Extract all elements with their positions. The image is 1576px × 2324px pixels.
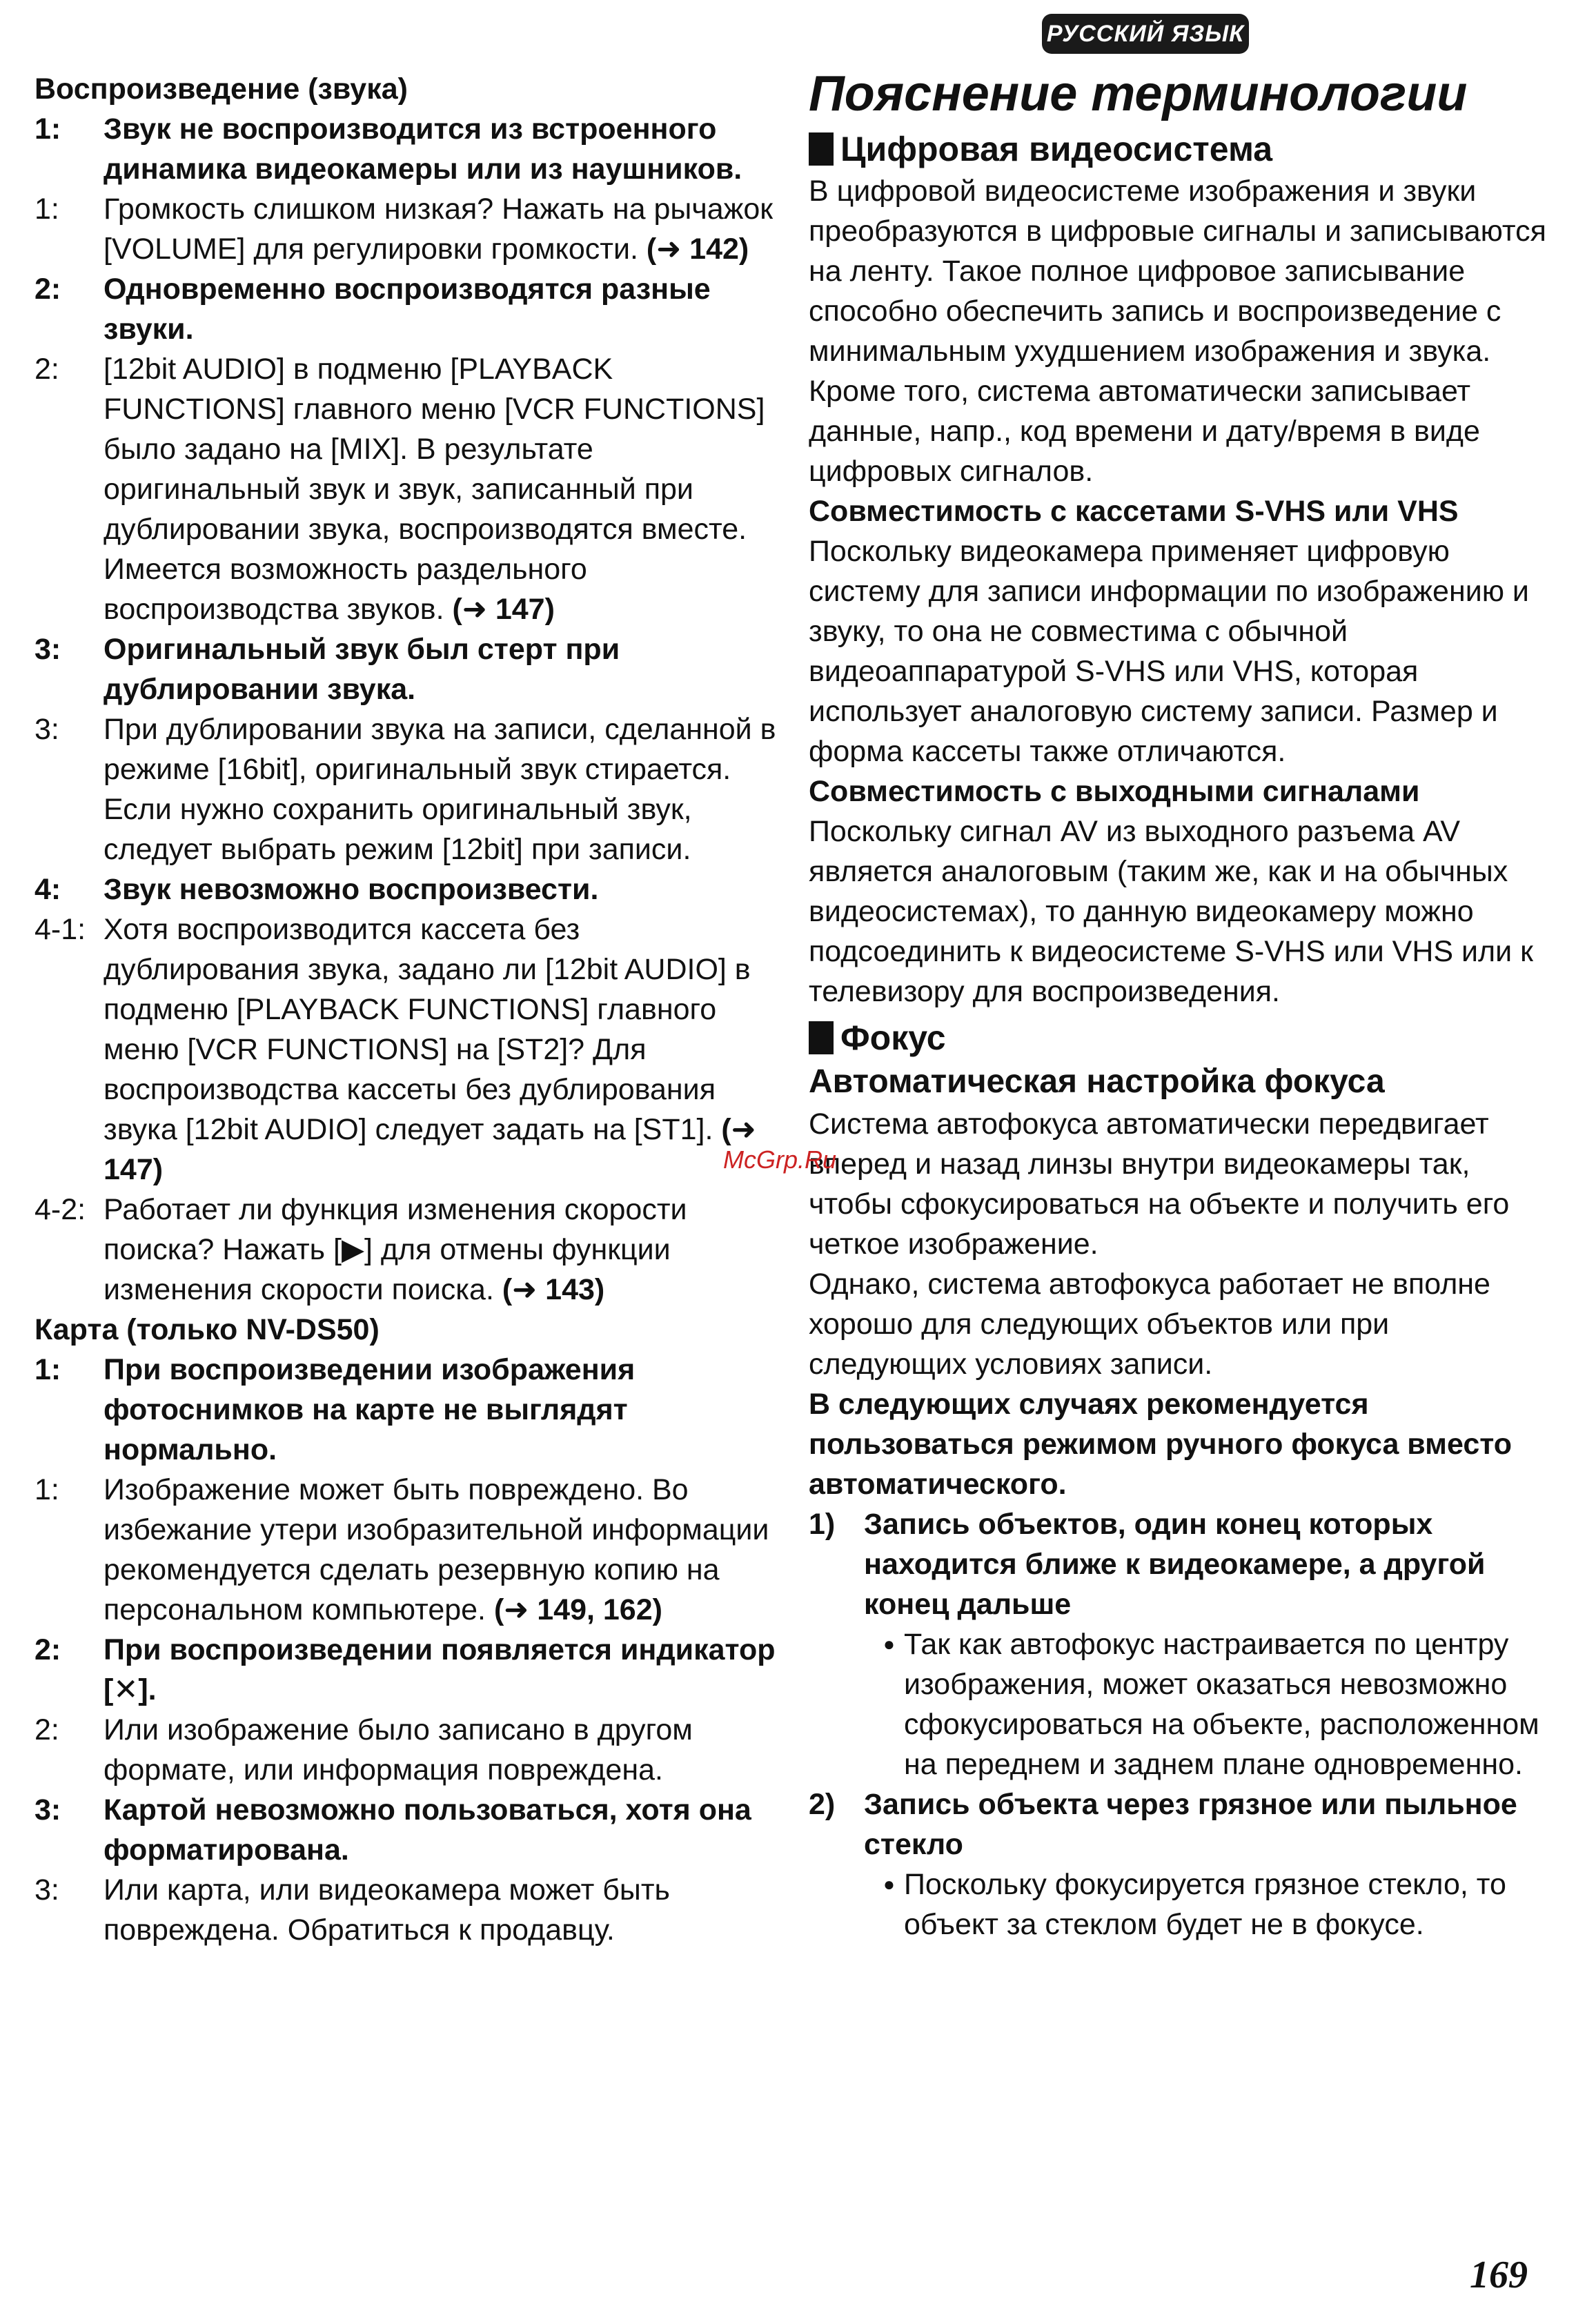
black-square-marker <box>809 132 834 166</box>
item-text <box>104 1870 780 1950</box>
item-text <box>104 269 780 349</box>
item-text <box>104 349 780 629</box>
item-number: 1: <box>35 1353 61 1386</box>
question-item <box>35 269 780 349</box>
page-reference: (➜ 143) <box>502 1273 605 1306</box>
paragraph-output-compat: Поскольку сигнал AV из выходного разъема AV является аналоговым (таким же, как и на обычных видеосистемах), то данную видеокамеру можно подсоединить к видеосистеме S-VHS или VHS или к телевизору для воспроизведения. <box>809 815 1533 1008</box>
item-text <box>104 709 780 869</box>
item-number: 1: <box>35 112 61 146</box>
bullet-text: Так как автофокус настраивается по центру изображения, может оказаться невозможно сфокусироваться на объекте, расположенном на переднем и заднем плане одновременно. <box>904 1628 1539 1781</box>
item-text <box>104 1190 780 1310</box>
item-body: При дублировании звука на записи, сделанной в режиме [16bit], оригинальный звук стирается. Если нужно сохранить оригинальный звук, следует выбрать режим [12bit] при записи. <box>104 713 776 866</box>
item-body: При воспроизведении появляется индикатор [✕]. <box>104 1633 776 1706</box>
item-text <box>104 1710 780 1790</box>
item-body: [12bit AUDIO] в подменю [PLAYBACK FUNCTIONS] главного меню [VCR FUNCTIONS] было задано на [MIX]. В результате оригинальный звук и звук, записанный при дублировании звука, воспроизводятся вместе. Имеется возможность раздельного воспроизводства звуков. <box>104 353 765 626</box>
paragraph-autofocus-1: Система автофокуса автоматически передвигает вперед и назад линзы внутри видеокамеры так, чтобы сфокусироваться на объекте и получить его четкое изображение. <box>809 1107 1510 1261</box>
item-number: 1: <box>35 1473 59 1506</box>
left-column <box>35 69 780 1950</box>
item-number: 2: <box>35 273 61 306</box>
answer-item <box>35 909 780 1190</box>
item-body: Или изображение было записано в другом формате, или информация повреждена. <box>104 1713 693 1786</box>
item-body: Оригинальный звук был стерт при дублировании звука. <box>104 633 620 706</box>
focus-case-item <box>809 1784 1554 1864</box>
black-square-marker <box>809 1021 834 1054</box>
subheading-output-compat: Совместимость с выходными сигналами <box>809 775 1420 808</box>
heading-digital-video <box>809 127 1554 171</box>
question-item <box>35 1350 780 1470</box>
item-body: Звук невозможно воспроизвести. <box>104 873 599 906</box>
heading-focus <box>809 1016 1554 1060</box>
page-reference: (➜ 142) <box>646 233 749 266</box>
focus-case-item <box>809 1504 1554 1624</box>
item-text <box>104 109 780 189</box>
card-list <box>35 1350 780 1950</box>
item-number: 2: <box>35 1633 61 1666</box>
answer-item <box>35 1470 780 1630</box>
case-number: 2) <box>809 1788 836 1821</box>
item-text <box>104 1350 780 1470</box>
case-text: Запись объекта через грязное или пыльное стекло <box>864 1788 1517 1861</box>
item-text <box>104 869 780 909</box>
item-body: Работает ли функция изменения скорости поиска? Нажать [▶] для отмены функции изменения скорости поиска. <box>104 1193 687 1306</box>
item-number: 2: <box>35 353 59 386</box>
item-body: При воспроизведении изображения фотоснимков на карте не выглядят нормально. <box>104 1353 636 1466</box>
page-title: Пояснение терминологии <box>809 66 1468 121</box>
item-body: Одновременно воспроизводятся разные звуки. <box>104 273 711 346</box>
item-number: 2: <box>35 1713 59 1746</box>
item-body: Громкость слишком низкая? Нажать на рычажок [VOLUME] для регулировки громкости. <box>104 193 774 266</box>
answer-item <box>35 189 780 269</box>
question-item <box>35 109 780 189</box>
bullet-text: Поскольку фокусируется грязное стекло, то объект за стеклом будет не в фокусе. <box>904 1868 1506 1941</box>
subheading-cassette-compat: Совместимость с кассетами S-VHS или VHS <box>809 495 1459 528</box>
item-number: 4-1: <box>35 913 86 946</box>
page-reference: (➜ 147) <box>452 593 555 626</box>
item-body: Или карта, или видеокамера может быть повреждена. Обратиться к продавцу. <box>104 1873 670 1947</box>
page-number: 169 <box>1470 2254 1528 2296</box>
item-text <box>104 1470 780 1630</box>
item-text <box>104 909 780 1190</box>
section-title-sound-playback: Воспроизведение (звука) <box>35 72 408 106</box>
subheading-autofocus: Автоматическая настройка фокуса <box>809 1063 1385 1100</box>
item-number: 3: <box>35 1873 59 1907</box>
item-body: Картой невозможно пользоваться, хотя она форматирована. <box>104 1793 751 1867</box>
paragraph-digital-2: Кроме того, система автоматически записывает данные, напр., код времени и дату/время в виде цифровых сигналов. <box>809 375 1480 488</box>
item-text <box>104 1790 780 1870</box>
bullet-item <box>809 1864 1554 1944</box>
item-body: Изображение может быть повреждено. Во избежание утери изобразительной информации рекомендуется сделать резервную копию на персональном компьютере. <box>104 1473 769 1626</box>
item-number: 3: <box>35 713 59 746</box>
item-body: Хотя воспроизводится кассета без дублирования звука, задано ли [12bit AUDIO] в подменю [PLAYBACK FUNCTIONS] главного меню [VCR FUNCTIONS] на [ST2]? Для воспроизводства кассеты без дублирования звука [12bit AUDIO] следует задать на [ST1]. <box>104 913 751 1146</box>
language-tab: РУССКИЙ ЯЗЫК <box>1042 14 1249 54</box>
answer-item <box>35 349 780 629</box>
question-item <box>35 869 780 909</box>
answer-item <box>35 1870 780 1950</box>
question-item <box>35 1630 780 1710</box>
case-number: 1) <box>809 1508 836 1541</box>
page-reference: (➜ 147) <box>104 1113 756 1186</box>
section-title-card: Карта (только NV-DS50) <box>35 1313 380 1346</box>
item-number: 1: <box>35 193 59 226</box>
item-number: 3: <box>35 1793 61 1826</box>
bullet-item <box>809 1624 1554 1784</box>
watermark: McGrp.Ru <box>723 1145 837 1174</box>
focus-cases-list <box>809 1504 1554 1944</box>
item-text <box>104 629 780 709</box>
paragraph-autofocus-2: Однако, система автофокуса работает не вполне хорошо для следующих объектов или при следующих условиях записи. <box>809 1268 1490 1381</box>
item-number: 3: <box>35 633 61 666</box>
heading-digital-video-text: Цифровая видеосистема <box>840 130 1273 168</box>
bullet-dot-icon: ● <box>883 1633 895 1655</box>
heading-focus-text: Фокус <box>840 1018 946 1057</box>
answer-item <box>35 1190 780 1310</box>
right-column <box>809 66 1554 1944</box>
answer-item <box>35 1710 780 1790</box>
sound-playback-list <box>35 109 780 1310</box>
item-number: 4: <box>35 873 61 906</box>
case-text: Запись объектов, один конец которых находится ближе к видеокамере, а другой конец дальше <box>864 1508 1486 1621</box>
item-number: 4-2: <box>35 1193 86 1226</box>
question-item <box>35 1790 780 1870</box>
item-text <box>104 1630 780 1710</box>
subheading-manual-focus: В следующих случаях рекомендуется пользоваться режимом ручного фокуса вместо автоматического. <box>809 1388 1513 1501</box>
page-reference: (➜ 149, 162) <box>493 1593 662 1626</box>
item-body: Звук не воспроизводится из встроенного динамика видеокамеры или из наушников. <box>104 112 742 186</box>
item-text <box>104 189 780 269</box>
bullet-dot-icon: ● <box>883 1873 895 1895</box>
paragraph-cassette-compat: Поскольку видеокамера применяет цифровую систему для записи информации по изображению и звуку, то она не совместима с обычной видеоаппаратурой S-VHS или VHS, которая использует аналоговую систему записи. Размер и форма кассеты также отличаются. <box>809 535 1529 768</box>
paragraph-digital-1: В цифровой видеосистеме изображения и звуки преобразуются в цифровые сигналы и записываются на ленту. Такое полное цифровое записывание способно обеспечить запись и воспроизведение с минимальным ухудшением изображения и звука. <box>809 175 1546 368</box>
answer-item <box>35 709 780 869</box>
question-item <box>35 629 780 709</box>
